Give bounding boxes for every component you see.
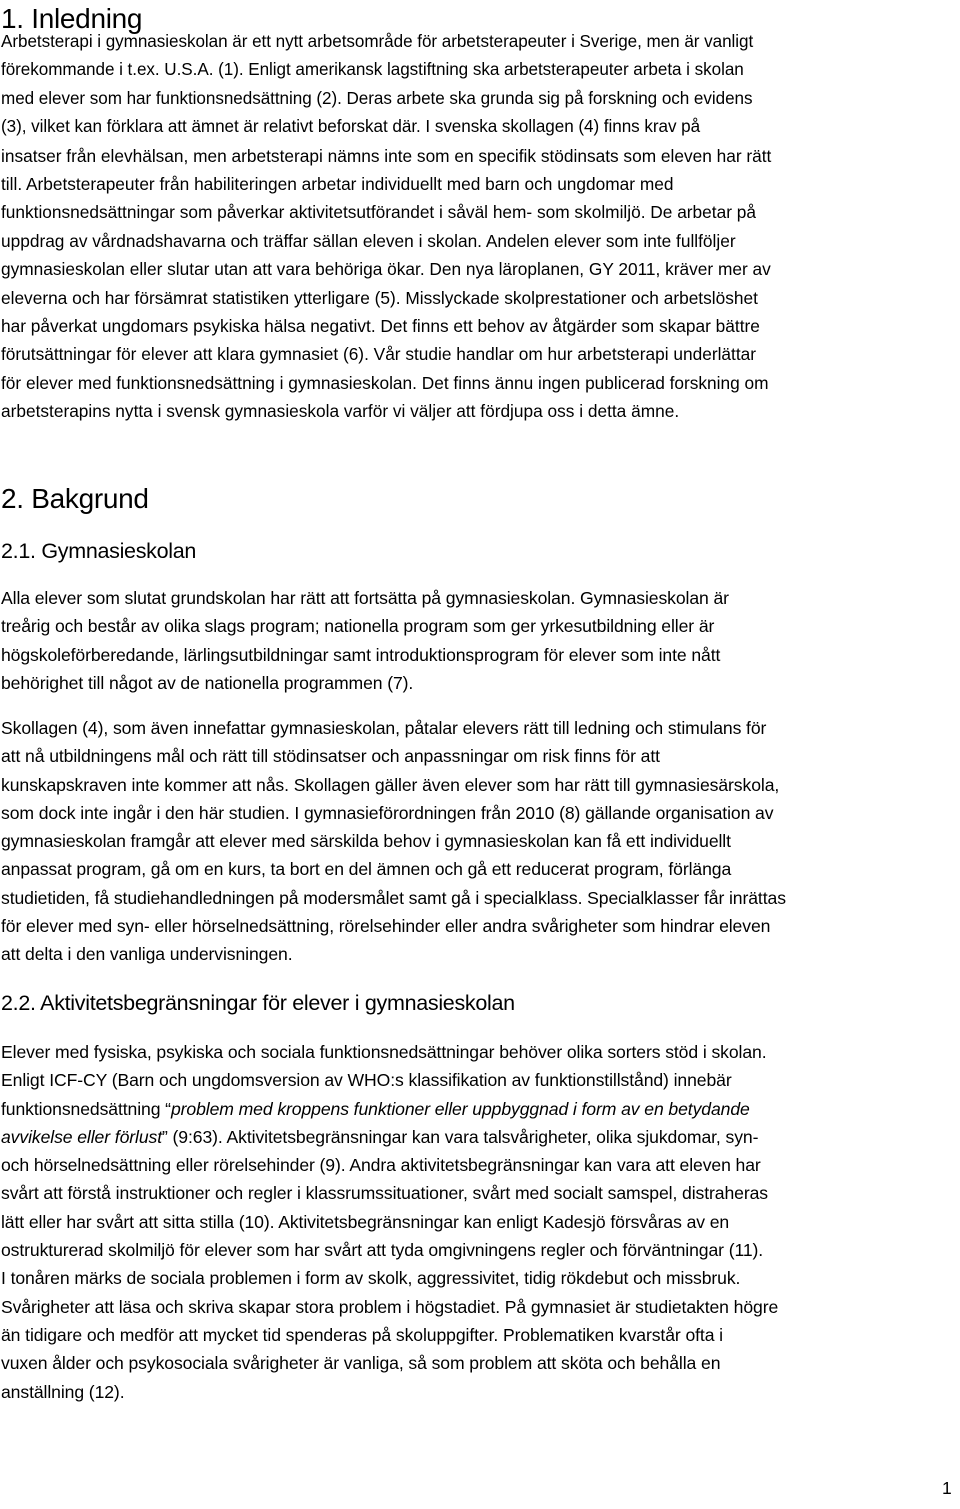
- text-line: vuxen ålder och psykosociala svårigheter är vanliga, så som problem att sköta och behålla en: [1, 1353, 721, 1374]
- text-line: treårig och består av olika slags program; nationella program som ger yrkesutbildning eller är: [1, 616, 715, 637]
- text-line: Elever med fysiska, psykiska och sociala funktionsnedsättningar behöver olika sorters stöd i skolan.: [1, 1042, 767, 1062]
- page-number: 1: [942, 1478, 952, 1498]
- text-line: Svårigheter att läsa och skriva skapar stora problem i högstadiet. På gymnasiet är studietakten högre: [1, 1296, 779, 1317]
- text-line: [1, 1123, 956, 1151]
- text-line: behörighet till något av de nationella programmen (7).: [1, 672, 414, 693]
- text-line: och hörselnedsättning eller rörelsehinder (9). Andra aktivitetsbegränsningar kan vara att eleven har: [1, 1155, 761, 1176]
- heading-gymnasieskolan: 2.1. Gymnasieskolan: [1, 539, 197, 563]
- paragraph-aktivitetsbegransningar: [1, 1038, 956, 1406]
- text-line: kunskapskraven inte kommer att nås. Skollagen gäller även elever som har rätt till gymnasiesärskola,: [1, 774, 780, 795]
- text-line: till. Arbetsterapeuter från habiliteringen arbetar individuellt med barn och ungdomar med: [1, 173, 674, 194]
- text-line: för elever med funktionsnedsättning i gymnasieskolan. Det finns ännu ingen publicerad forskning om: [1, 372, 769, 393]
- text-segment: ” (9:63). Aktivitetsbegränsningar kan vara talsvårigheter, olika sjukdomar, syn-: [162, 1126, 759, 1147]
- intro-paragraph: [1, 28, 956, 425]
- text-line: högskoleförberedande, lärlingsutbildningar samt introduktionsprogram för elever som inte nått: [1, 644, 721, 665]
- text-segment: funktionsnedsättning “: [1, 1098, 171, 1119]
- text-line: gymnasieskolan eller slutar utan att vara behöriga ökar. Den nya läroplanen, GY 2011, kräver mer av: [1, 259, 771, 280]
- paragraph-gymnasieskolan-1: [1, 584, 956, 697]
- text-line: funktionsnedsättningar som påverkar aktivitetsutförandet i såväl hem- som skolmiljö. De arbetar på: [1, 202, 756, 223]
- text-line: uppdrag av vårdnadshavarna och träffar sällan eleven i skolan. Andelen elever som inte fullföljer: [1, 230, 736, 251]
- text-line: Arbetsterapi i gymnasieskolan är ett nytt arbetsområde för arbetsterapeuter i Sverige, men är vanligt: [1, 32, 754, 51]
- paragraph-gymnasieskolan-2: [1, 714, 956, 969]
- text-line: gymnasieskolan framgår att elever med särskilda behov i gymnasieskolan kan få ett individuellt: [1, 831, 731, 852]
- text-line: Alla elever som slutat grundskolan har rätt att fortsätta på gymnasieskolan. Gymnasieskolan är: [1, 588, 729, 608]
- text-line: anpassat program, gå om en kurs, ta bort en del ämnen och gå ett reducerat program, förlänga: [1, 859, 732, 880]
- quote-italic: problem med kroppens funktioner eller uppbyggnad i form av en betydande: [170, 1098, 750, 1119]
- text-line: Skollagen (4), som även innefattar gymnasieskolan, påtalar elevers rätt till ledning och stimulans för: [1, 718, 767, 738]
- text-line: Enligt ICF-CY (Barn och ungdomsversion av WHO:s klassifikation av funktionstillstånd) innebär: [1, 1070, 732, 1091]
- text-line: anställning (12).: [1, 1381, 125, 1402]
- quote-italic: avvikelse eller förlust: [1, 1126, 162, 1147]
- text-line: för elever med syn- eller hörselnedsättning, rörelsehinder eller andra svårigheter som hindrar eleven: [1, 916, 771, 937]
- text-line: förutsättningar för elever att klara gymnasiet (6). Vår studie handlar om hur arbetsterapi underlättar: [1, 344, 756, 365]
- text-line: studietiden, få studiehandledningen på modersmålet samt gå i specialklass. Specialklasser får inrättas: [1, 887, 786, 908]
- text-line: I tonåren märks de sociala problemen i form av skolk, aggressivitet, tidig rökdebut och missbruk.: [1, 1268, 741, 1289]
- heading-bakgrund: 2. Bakgrund: [1, 483, 149, 514]
- text-line: (3), vilket kan förklara att ämnet är relativt beforskat där. I svenska skollagen (4) finns krav på: [1, 117, 701, 137]
- text-line: [1, 1095, 956, 1123]
- text-line: att delta i den vanliga undervisningen.: [1, 944, 293, 965]
- heading-inledning: 1. Inledning: [1, 3, 143, 34]
- text-line: än tidigare och medför att mycket tid spenderas på skoluppgifter. Problematiken kvarstår ofta i: [1, 1324, 723, 1345]
- text-line: lätt eller har svårt att sitta stilla (10). Aktivitetsbegränsningar kan enligt Kadesjö försvåras av en: [1, 1211, 730, 1232]
- heading-aktivitetsbegransningar: 2.2. Aktivitetsbegränsningar för elever i gymnasieskolan: [1, 991, 515, 1015]
- text-line: eleverna och har försämrat statistiken ytterligare (5). Misslyckade skolprestationer och arbetslöshet: [1, 287, 758, 308]
- text-line: med elever som har funktionsnedsättning (2). Deras arbete ska grunda sig på forskning och evidens: [1, 88, 753, 108]
- text-line: arbetsterapins nytta i svensk gymnasieskola varför vi väljer att fördjupa oss i detta ämne.: [1, 401, 680, 422]
- text-line: insatser från elevhälsan, men arbetsterapi nämns inte som en specifik stödinsats som eleven har rätt: [1, 145, 772, 166]
- text-line: har påverkat ungdomars psykiska hälsa negativt. Det finns ett behov av åtgärder som skapar bättre: [1, 315, 760, 336]
- text-line: som dock inte ingår i den här studien. I gymnasieförordningen från 2010 (8) gällande organisation av: [1, 802, 774, 823]
- text-line: att nå utbildningens mål och rätt till stödinsatser och anpassningar om risk finns för att: [1, 746, 660, 767]
- text-line: svårt att förstå instruktioner och regler i klassrumssituationer, svårt med socialt samspel, distraheras: [1, 1183, 768, 1204]
- text-line: ostrukturerad skolmiljö för elever som har svårt att tyda omgivningens regler och förväntningar (11).: [1, 1240, 764, 1261]
- text-line: förekommande i t.ex. U.S.A. (1). Enligt amerikansk lagstiftning ska arbetsterapeuter arbeta i skolan: [1, 60, 744, 80]
